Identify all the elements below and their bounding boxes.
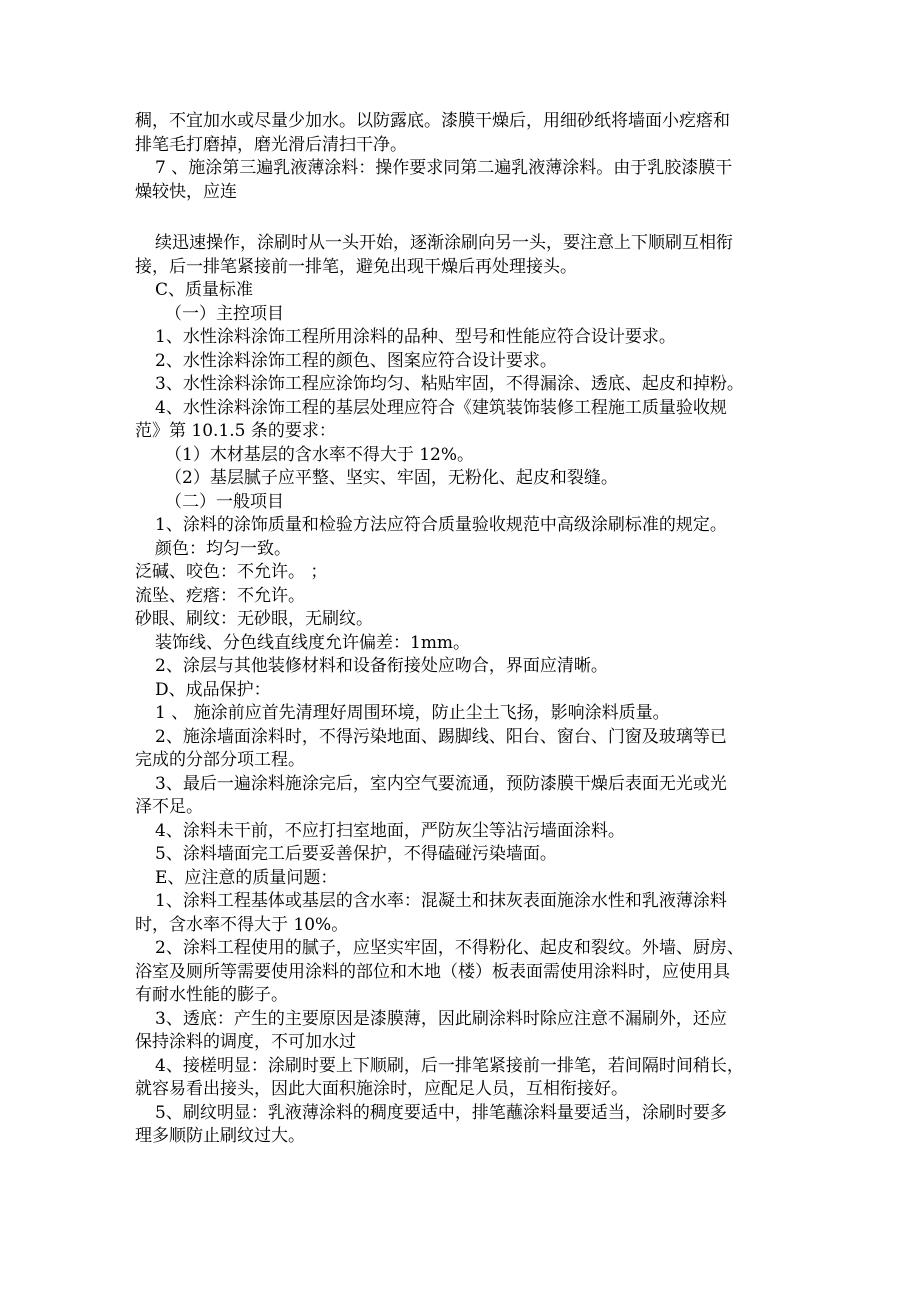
text-line: 就容易看出接头，因此大面积施涂时，应配足人员，互相衔接好。	[135, 1079, 628, 1099]
text-line: 完成的分部分项工程。	[135, 750, 305, 770]
text-line: 砂眼、刷纹：无砂眼，无刷纹。	[135, 609, 373, 629]
text-line: 时，含水率不得大于 10%。	[135, 914, 349, 935]
text-line: 7 、施涂第三遍乳液薄涂料：操作要求同第二遍乳液薄涂料。由于乳胶漆膜干	[155, 158, 733, 178]
text-line: 排笔毛打磨掉，磨光滑后清扫干净。	[135, 134, 407, 155]
text-line: 泽不足。	[135, 797, 203, 817]
text-line: 5、涂料墙面完工后要妥善保护，不得磕碰污染墙面。	[155, 844, 557, 864]
text-line: 1 、 施涂前应首先清理好周围环境，防止尘土飞扬，影响涂料质量。	[155, 703, 670, 723]
text-line: 2、涂料工程使用的腻子，应坚实牢固，不得粉化、起皮和裂纹。外墙、厨房、	[155, 938, 744, 958]
text-line: 2、水性涂料涂饰工程的颜色、图案应符合设计要求。	[155, 350, 557, 371]
text-line: 保持涂料的调度，不可加水过	[135, 1032, 356, 1052]
text-line: 流坠、疙瘩：不允许。	[135, 585, 305, 606]
text-line: D、成品保护：	[155, 679, 271, 700]
text-line: 颜色：均匀一致。	[155, 538, 291, 559]
text-line: （2）基层腻子应平整、坚实、牢固，无粉化、起皮和裂缝。	[165, 468, 618, 488]
text-line: 2、涂层与其他装修材料和设备衔接处应吻合，界面应清晰。	[155, 656, 608, 676]
text-line: 续迅速操作，涂刷时从一头开始，逐渐涂刷向另一头，要注意上下顺刷互相衔	[155, 233, 733, 253]
text-line: （二）一般项目	[165, 491, 284, 512]
text-line: 范》第 10.1.5 条的要求：	[135, 421, 336, 441]
text-line: 5、刷纹明显：乳液薄涂料的稠度要适中，排笔蘸涂料量要适当，涂刷时要多	[155, 1102, 727, 1123]
text-line: 3、透底：产生的主要原因是漆膜薄，因此刷涂料时除应注意不漏刷外，还应	[155, 1008, 727, 1029]
text-line: 稠，不宜加水或尽量少加水。以防露底。漆膜干燥后，用细砂纸将墙面小疙瘩和	[135, 111, 730, 131]
text-line: 泛碱、咬色：不允许。 ；	[135, 562, 328, 582]
text-line: 4、接槎明显：涂刷时要上下顺刷，后一排笔紧接前一排笔，若间隔时间稍长，	[155, 1055, 744, 1076]
text-line: E、应注意的质量问题：	[155, 867, 338, 888]
text-line: 4、水性涂料涂饰工程的基层处理应符合《建筑装饰装修工程施工质量验收规	[155, 397, 727, 418]
text-line: （一）主控项目	[165, 303, 284, 324]
text-line: （1）木材基层的含水率不得大于 12%。	[165, 444, 475, 465]
text-line: 有耐水性能的膨子。	[135, 985, 288, 1005]
text-line: 浴室及厕所等需要使用涂料的部位和木地（楼）板表面需使用涂料时，应使用具	[135, 961, 730, 982]
text-line: 1、涂料的涂饰质量和检验方法应符合质量验收规范中高级涂刷标准的规定。	[155, 515, 727, 535]
text-line: 1、涂料工程基体或基层的含水率：混凝土和抹灰表面施涂水性和乳液薄涂料	[155, 891, 727, 911]
text-line: 装饰线、分色线直线度允许偏差：1mm。	[155, 632, 471, 653]
text-line: 理多顺防止刷纹过大。	[135, 1126, 305, 1146]
text-line: 4、涂料未干前，不应打扫室地面，严防灰尘等沾污墙面涂料。	[155, 820, 625, 841]
text-block-lower	[135, 232, 787, 1149]
text-line: 燥较快，应连	[135, 181, 237, 202]
text-block-upper	[135, 110, 787, 204]
text-line: C、质量标准	[155, 280, 254, 300]
text-line: 1、水性涂料涂饰工程所用涂料的品种、型号和性能应符合设计要求。	[155, 327, 676, 347]
text-line: 2、施涂墙面涂料时，不得污染地面、踢脚线、阳台、窗台、门窗及玻璃等已	[155, 726, 727, 747]
text-line: 3、最后一遍涂料施涂完后，室内空气要流通，预防漆膜干燥后表面无光或光	[155, 773, 727, 794]
text-line: 3、水性涂料涂饰工程应涂饰均匀、粘贴牢固，不得漏涂、透底、起皮和掉粉。	[155, 374, 744, 394]
text-line: 接，后一排笔紧接前一排笔，避免出现干燥后再处理接头。	[135, 256, 577, 277]
